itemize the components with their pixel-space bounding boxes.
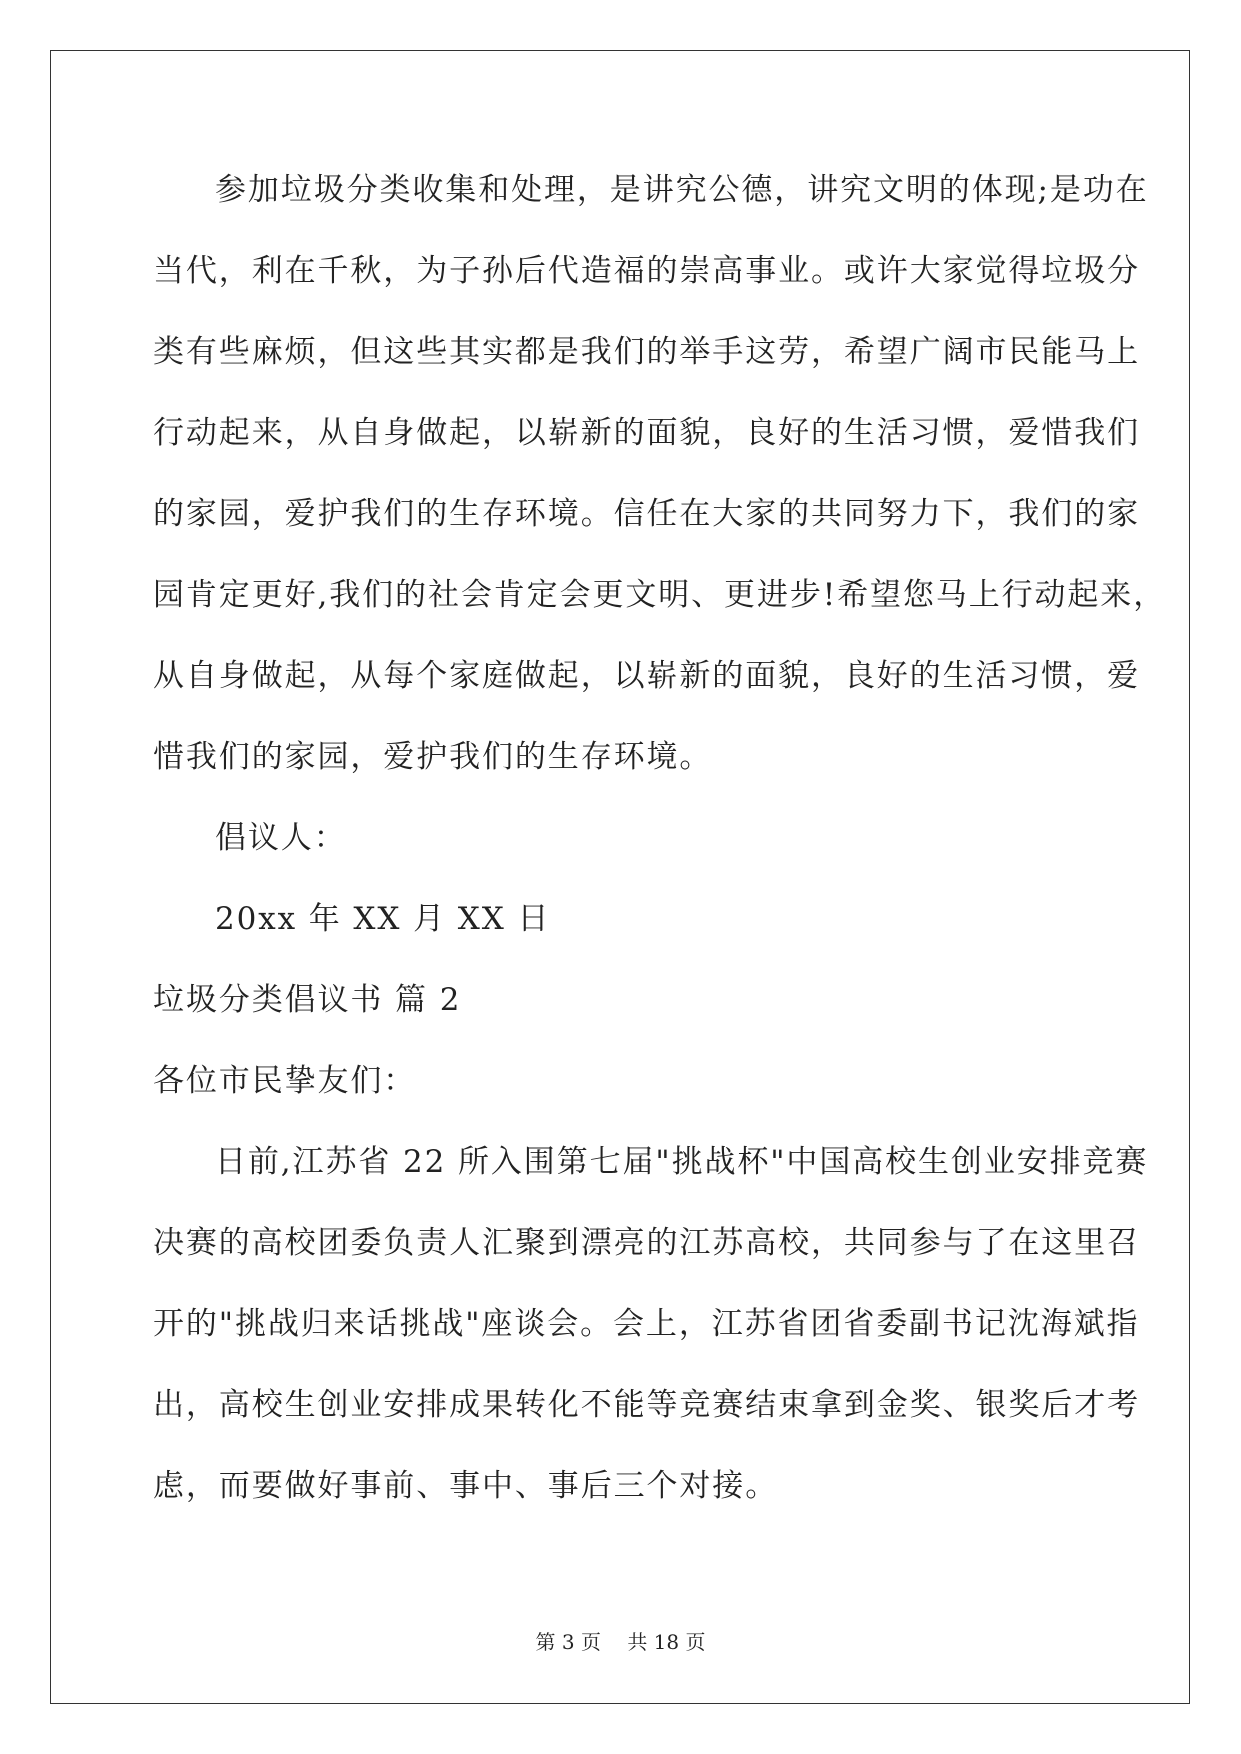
proposer-label: 倡议人： bbox=[215, 820, 347, 856]
total-pages: 共 18 页 bbox=[627, 1630, 706, 1654]
greeting-block bbox=[153, 1041, 1093, 1122]
text-line: 出，高校生创业安排成果转化不能等竞赛结束拿到金奖、银奖后才考 bbox=[153, 1387, 1140, 1423]
text-line: 园肯定更好,我们的社会肯定会更文明、更进步!希望您马上行动起来， bbox=[153, 577, 1167, 613]
signature-block bbox=[153, 798, 1093, 960]
page-footer bbox=[0, 1626, 1241, 1655]
date-line: 20xx 年 XX 月 XX 日 bbox=[215, 901, 551, 937]
document-body bbox=[153, 150, 1167, 1527]
text-line: 的家园，爱护我们的生存环境。信任在大家的共同努力下，我们的家 bbox=[153, 496, 1140, 532]
text-line: 行动起来，从自身做起，以崭新的面貌，良好的生活习惯，爱惜我们 bbox=[153, 415, 1140, 451]
text-line: 当代，利在千秋，为子孙后代造福的崇高事业。或许大家觉得垃圾分 bbox=[153, 253, 1140, 289]
text-line: 开的"挑战归来话挑战"座谈会。会上，江苏省团省委副书记沈海斌指 bbox=[153, 1306, 1140, 1342]
text-line: 参加垃圾分类收集和处理，是讲究公德，讲究文明的体现;是功在 bbox=[215, 172, 1149, 208]
greeting: 各位市民挚友们： bbox=[153, 1063, 417, 1099]
paragraph-1 bbox=[153, 150, 1167, 798]
text-line: 惜我们的家园，爱护我们的生存环境。 bbox=[153, 739, 713, 775]
section-heading bbox=[153, 960, 1093, 1041]
text-line: 从自身做起，从每个家庭做起，以崭新的面貌，良好的生活习惯，爱 bbox=[153, 658, 1140, 694]
section-title: 垃圾分类倡议书 篇 2 bbox=[153, 982, 462, 1018]
text-line: 日前,江苏省 22 所入围第七届"挑战杯"中国高校生创业安排竞赛 bbox=[215, 1144, 1149, 1180]
page-number: 第 3 页 bbox=[535, 1630, 601, 1654]
paragraph-2 bbox=[153, 1122, 1149, 1527]
text-line: 类有些麻烦，但这些其实都是我们的举手这劳，希望广阔市民能马上 bbox=[153, 334, 1140, 370]
text-line: 决赛的高校团委负责人汇聚到漂亮的江苏高校，共同参与了在这里召 bbox=[153, 1225, 1140, 1261]
text-line: 虑，而要做好事前、事中、事后三个对接。 bbox=[153, 1468, 779, 1504]
